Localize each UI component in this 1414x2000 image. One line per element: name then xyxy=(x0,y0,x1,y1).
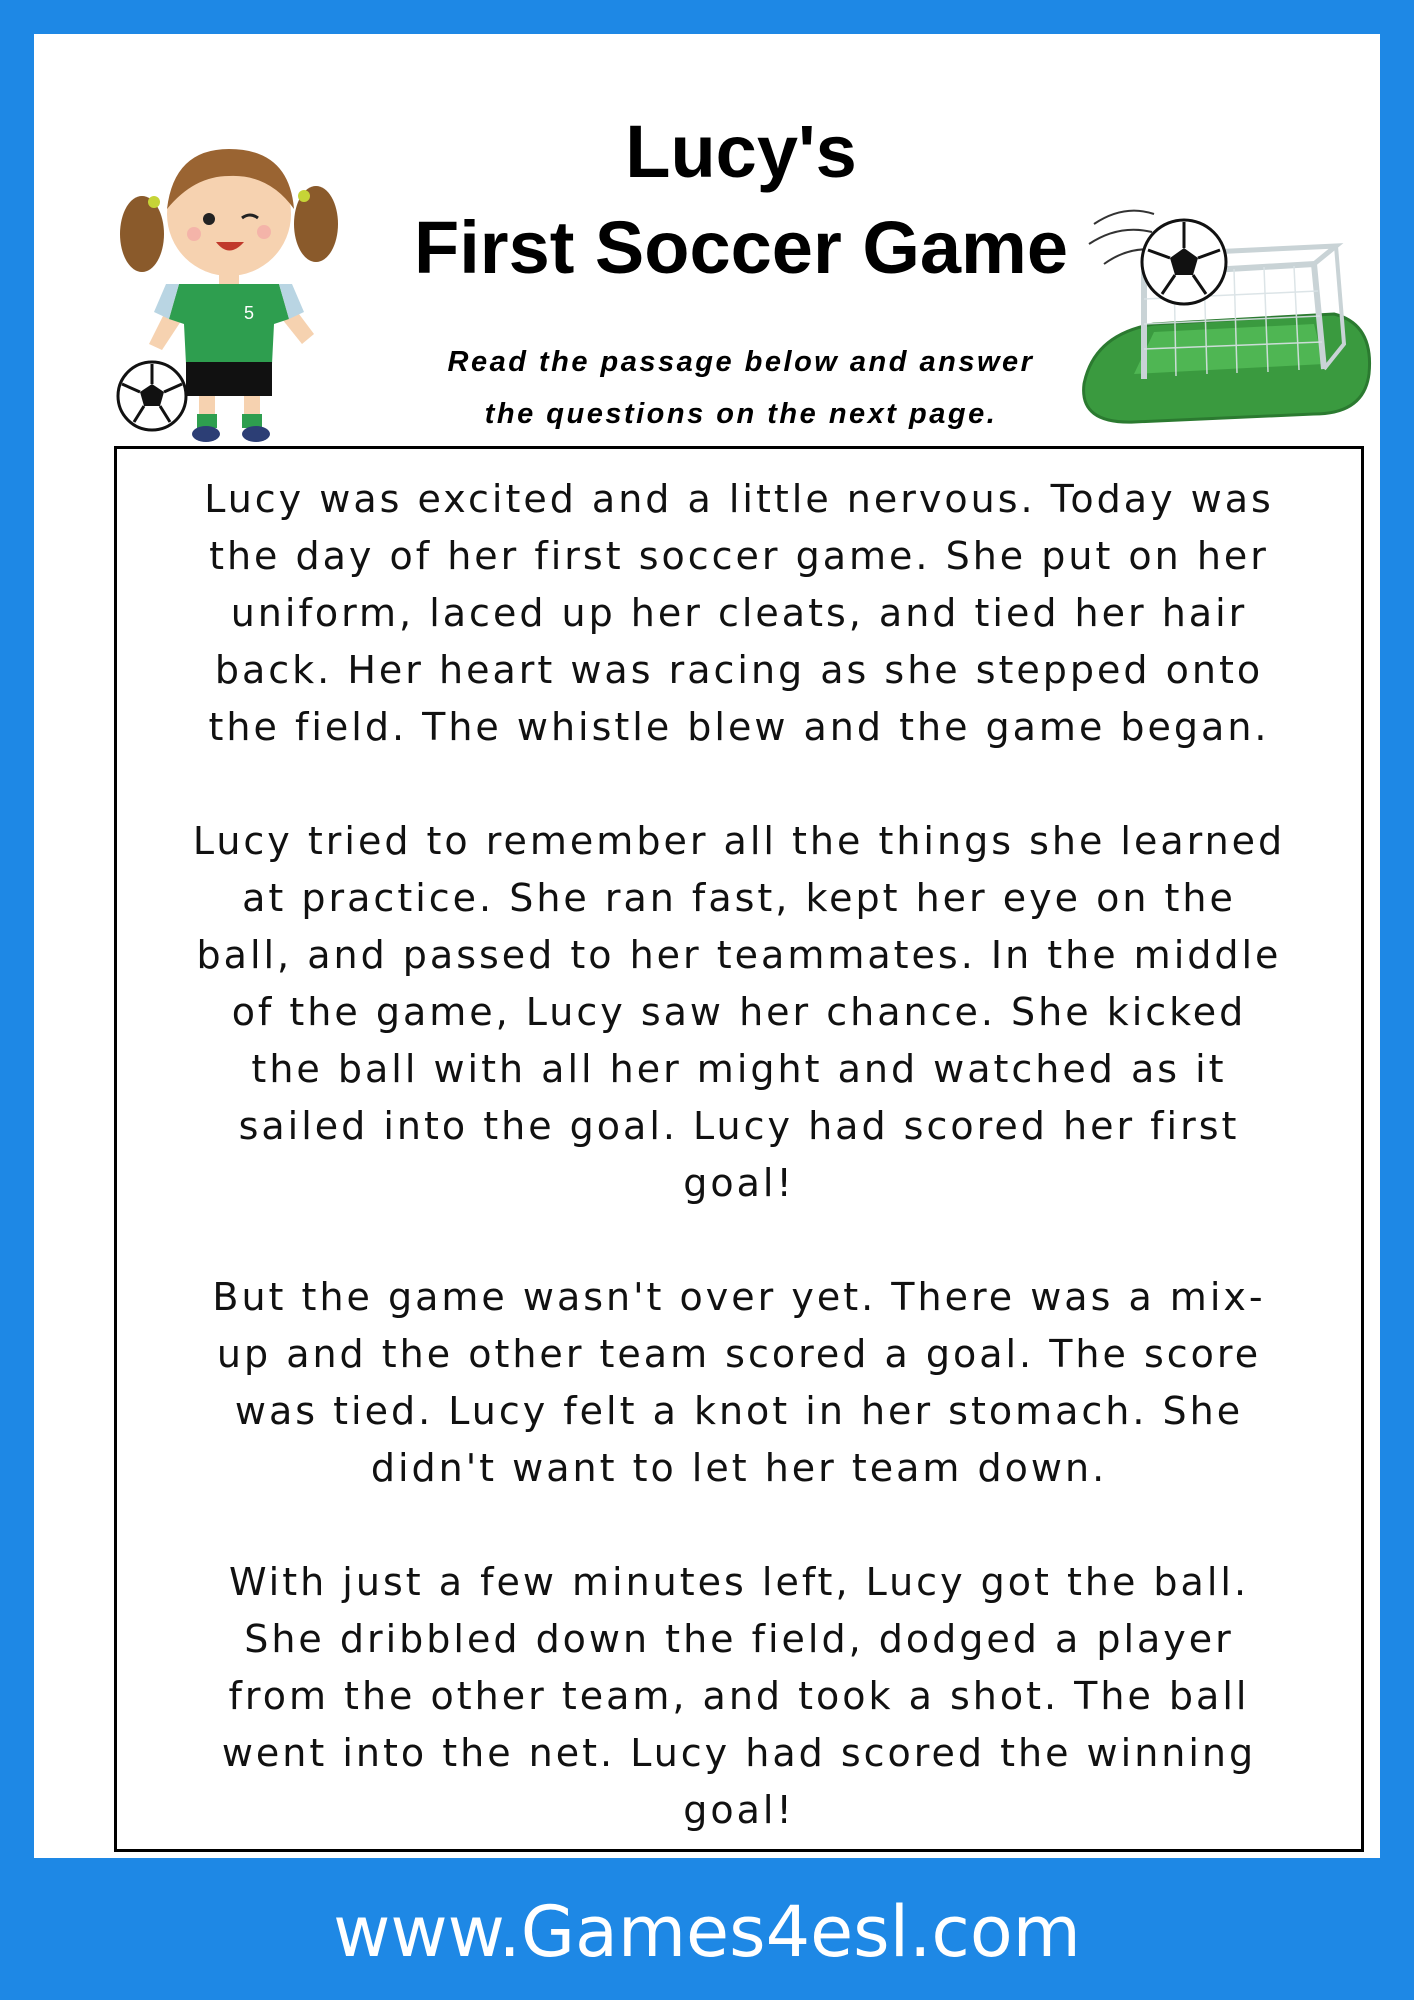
passage-paragraph-3 xyxy=(125,1269,1353,1497)
passage-line: Lucy was excited and a little nervous. Today was xyxy=(204,477,1274,521)
passage-paragraph-1 xyxy=(125,471,1353,756)
passage-line: Lucy tried to remember all the things she learned xyxy=(192,819,1286,863)
passage-paragraph-2 xyxy=(125,813,1353,1212)
reading-passage xyxy=(114,446,1364,1852)
passage-line: uniform, laced up her cleats, and tied her hair xyxy=(230,591,1248,635)
website-link[interactable]: www.Games4esl.com xyxy=(333,1891,1081,1973)
passage-line: from the other team, and took a shot. The ball xyxy=(228,1674,1250,1718)
passage-line: the ball with all her might and watched as it xyxy=(251,1047,1227,1091)
worksheet-page xyxy=(34,34,1380,1858)
soccer-girl-icon xyxy=(104,114,354,444)
worksheet-title xyxy=(334,104,1148,296)
passage-line: sailed into the goal. Lucy had scored her first xyxy=(238,1104,1240,1148)
passage-paragraph-4 xyxy=(125,1554,1353,1839)
passage-line: With just a few minutes left, Lucy got the ball. xyxy=(228,1560,1250,1604)
passage-line: back. Her heart was racing as she stepped onto xyxy=(214,648,1264,692)
passage-line: at practice. She ran fast, kept her eye on the xyxy=(242,876,1236,920)
passage-line: She dribbled down the field, dodged a player xyxy=(244,1617,1234,1661)
passage-line: up and the other team scored a goal. The score xyxy=(216,1332,1262,1376)
passage-line: goal! xyxy=(683,1161,795,1205)
passage-line: ball, and passed to her teammates. In the middle xyxy=(196,933,1282,977)
svg-text:5: 5 xyxy=(244,303,255,323)
passage-line: the day of her first soccer game. She put on her xyxy=(209,534,1269,578)
passage-line: But the game wasn't over yet. There was a mix- xyxy=(212,1275,1266,1319)
title-line-1: Lucy's xyxy=(625,110,857,193)
instructions-line-1: Read the passage below and answer xyxy=(447,346,1035,378)
passage-line: goal! xyxy=(683,1788,795,1832)
passage-line: the field. The whistle blew and the game began. xyxy=(208,705,1270,749)
title-line-2: First Soccer Game xyxy=(414,206,1068,289)
instructions-line-2: the questions on the next page. xyxy=(484,398,998,430)
passage-line: was tied. Lucy felt a knot in her stomach. She xyxy=(234,1389,1244,1433)
instructions xyxy=(334,336,1148,440)
passage-line: went into the net. Lucy had scored the winning xyxy=(221,1731,1257,1775)
passage-line: of the game, Lucy saw her chance. She kicked xyxy=(231,990,1247,1034)
passage-line: didn't want to let her team down. xyxy=(370,1446,1108,1490)
